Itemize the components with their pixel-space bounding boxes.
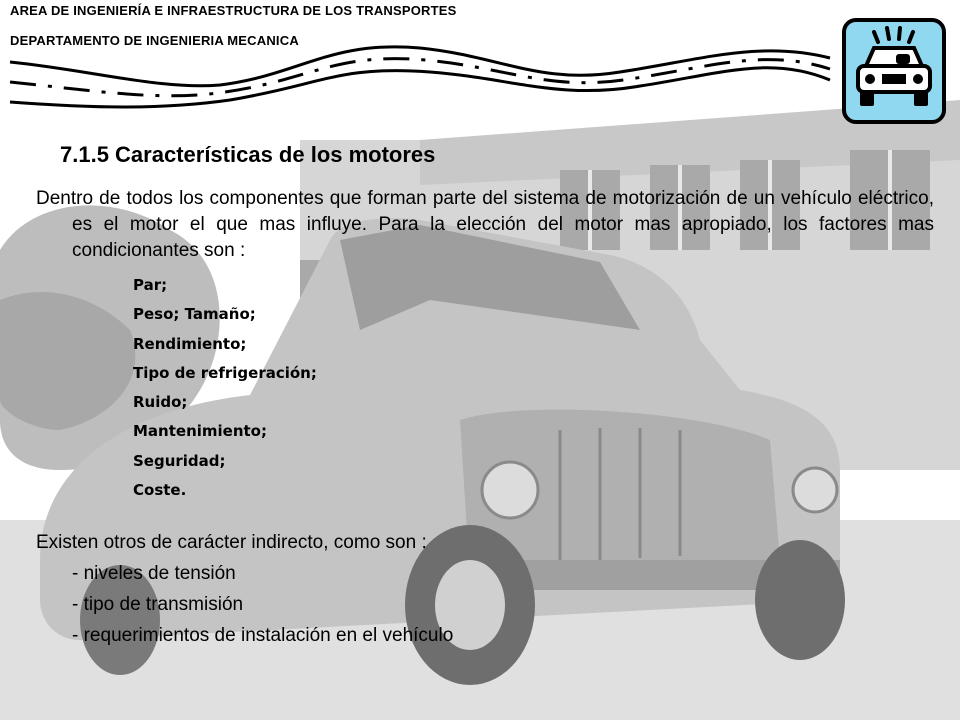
header-area-name: AREA DE INGENIERÍA E INFRAESTRUCTURA DE LOS TRANSPORTES — [10, 3, 457, 18]
car-logo-icon — [842, 18, 946, 124]
list-item: Mantenimiento; — [133, 422, 267, 441]
list-item: Rendimiento; — [133, 334, 247, 353]
road-banner — [0, 30, 840, 110]
intro-paragraph: Dentro de todos los componentes que forman parte del sistema de motorización de un vehículo eléctrico, es el motor el que mas influye. Para la elección del motor mas apropiado, los factores mas condicionantes son : — [36, 188, 934, 261]
list-item: Coste. — [133, 481, 187, 500]
header-department-name: DEPARTAMENTO DE INGENIERIA MECANICA — [10, 33, 299, 48]
indirect-factors-list — [72, 561, 453, 654]
factors-list — [133, 274, 317, 508]
section-title: 7.1.5 Características de los motores — [60, 142, 436, 167]
list-item: Par; — [133, 276, 168, 294]
list-item: Peso; Tamaño; — [133, 305, 256, 324]
list-item: - requerimientos de instalación en el vehículo — [72, 625, 454, 646]
list-item: Ruido; — [133, 393, 188, 412]
list-item: - tipo de transmisión — [72, 594, 244, 615]
list-item: Tipo de refrigeración; — [133, 363, 317, 382]
list-item: Seguridad; — [133, 451, 226, 470]
indirect-factors-lead: Existen otros de carácter indirecto, como son : — [36, 532, 427, 553]
list-item: - niveles de tensión — [72, 563, 236, 584]
